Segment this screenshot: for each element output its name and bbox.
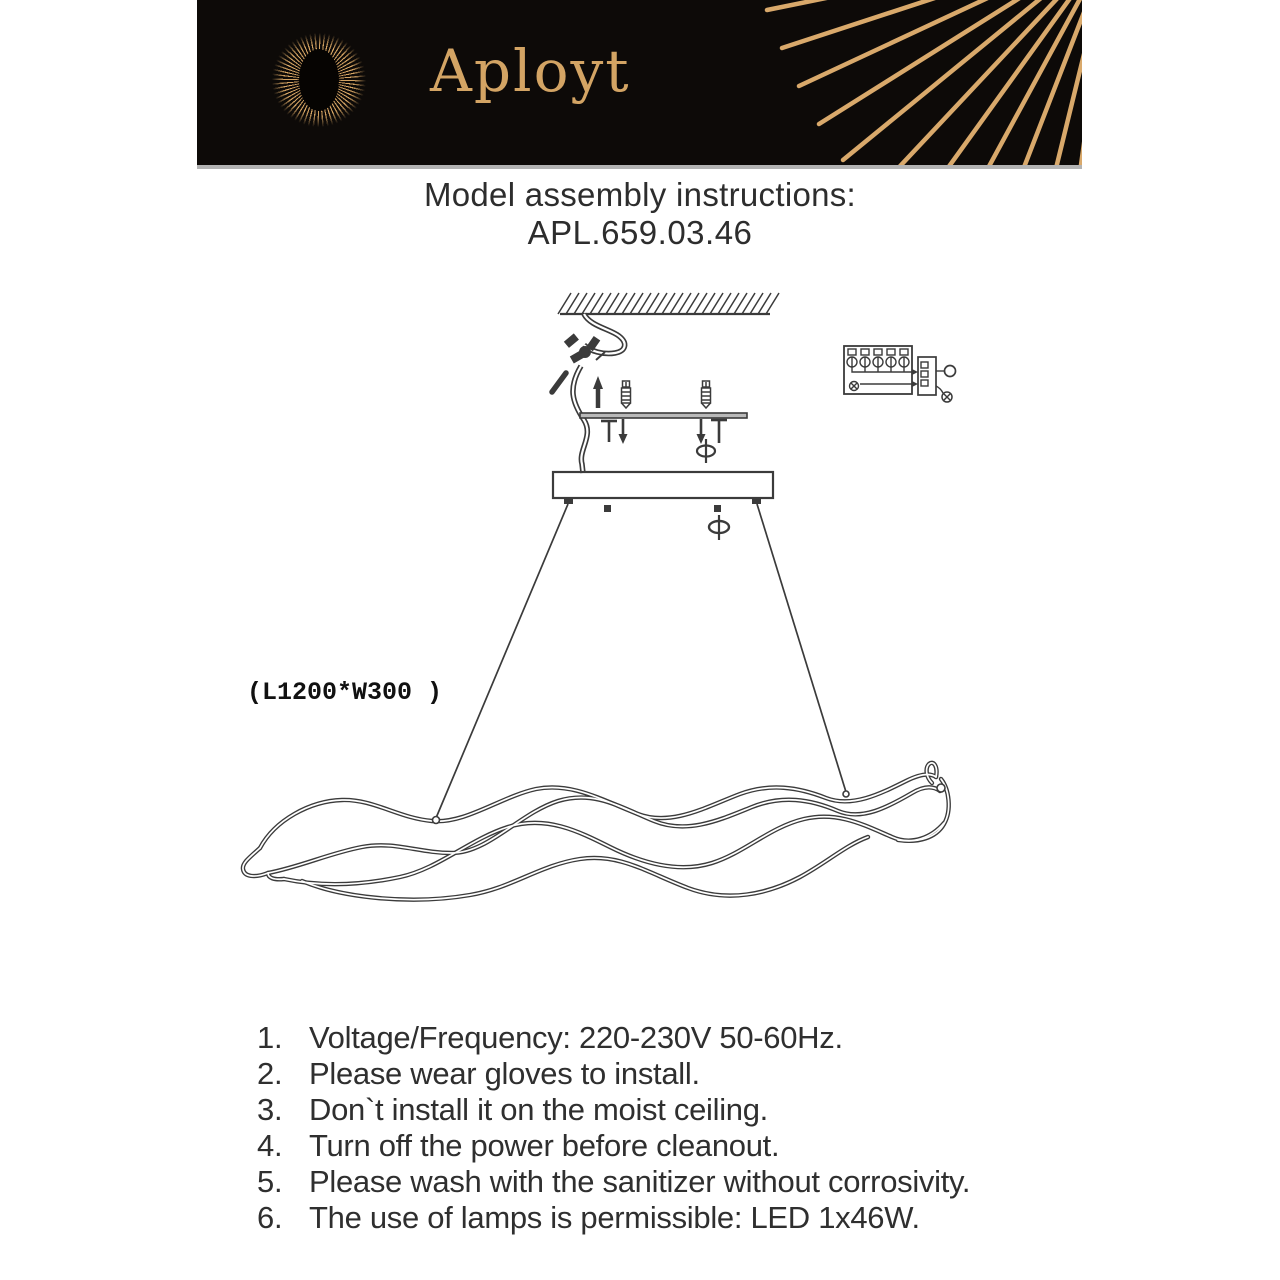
item-text: The use of lamps is permissible: LED 1x46W. <box>309 1200 920 1235</box>
instruction-item <box>257 1092 1097 1128</box>
item-text: Turn off the power before cleanout. <box>309 1128 780 1163</box>
item-number: 2. <box>257 1056 283 1091</box>
instruction-list <box>257 1020 1097 1236</box>
assembly-diagram <box>0 270 1280 930</box>
sheet-title: Model assembly instructions: <box>423 176 857 213</box>
canopy <box>553 472 773 540</box>
instruction-item <box>257 1056 1097 1092</box>
sunburst-icon <box>257 18 381 142</box>
suspension-cables <box>436 504 846 818</box>
item-number: 1. <box>257 1020 283 1055</box>
item-number: 3. <box>257 1092 283 1127</box>
item-number: 5. <box>257 1164 283 1199</box>
model-number: APL.659.03.46 <box>527 214 753 251</box>
instruction-item <box>257 1020 1097 1056</box>
brand-banner <box>197 0 1082 169</box>
item-number: 6. <box>257 1200 283 1235</box>
instruction-item <box>257 1164 1097 1200</box>
terminal-block-detail <box>844 346 956 402</box>
sheet-title-block <box>0 176 1280 252</box>
dimension-label: (L1200*W300 ) <box>247 678 443 707</box>
item-text: Please wear gloves to install. <box>309 1056 700 1091</box>
brand-name: Aployt <box>430 37 631 105</box>
mounting-bar <box>580 413 747 418</box>
item-text: Don`t install it on the moist ceiling. <box>309 1092 768 1127</box>
instruction-item <box>257 1128 1097 1164</box>
item-text: Please wash with the sanitizer without corrosivity. <box>309 1164 971 1199</box>
sunburst-core <box>299 49 339 111</box>
item-number: 4. <box>257 1128 283 1163</box>
item-text: Voltage/Frequency: 220-230V 50-60Hz. <box>309 1020 843 1055</box>
mounting-screws <box>593 376 727 463</box>
ceiling-hatch <box>558 293 779 314</box>
instruction-item <box>257 1200 1097 1236</box>
